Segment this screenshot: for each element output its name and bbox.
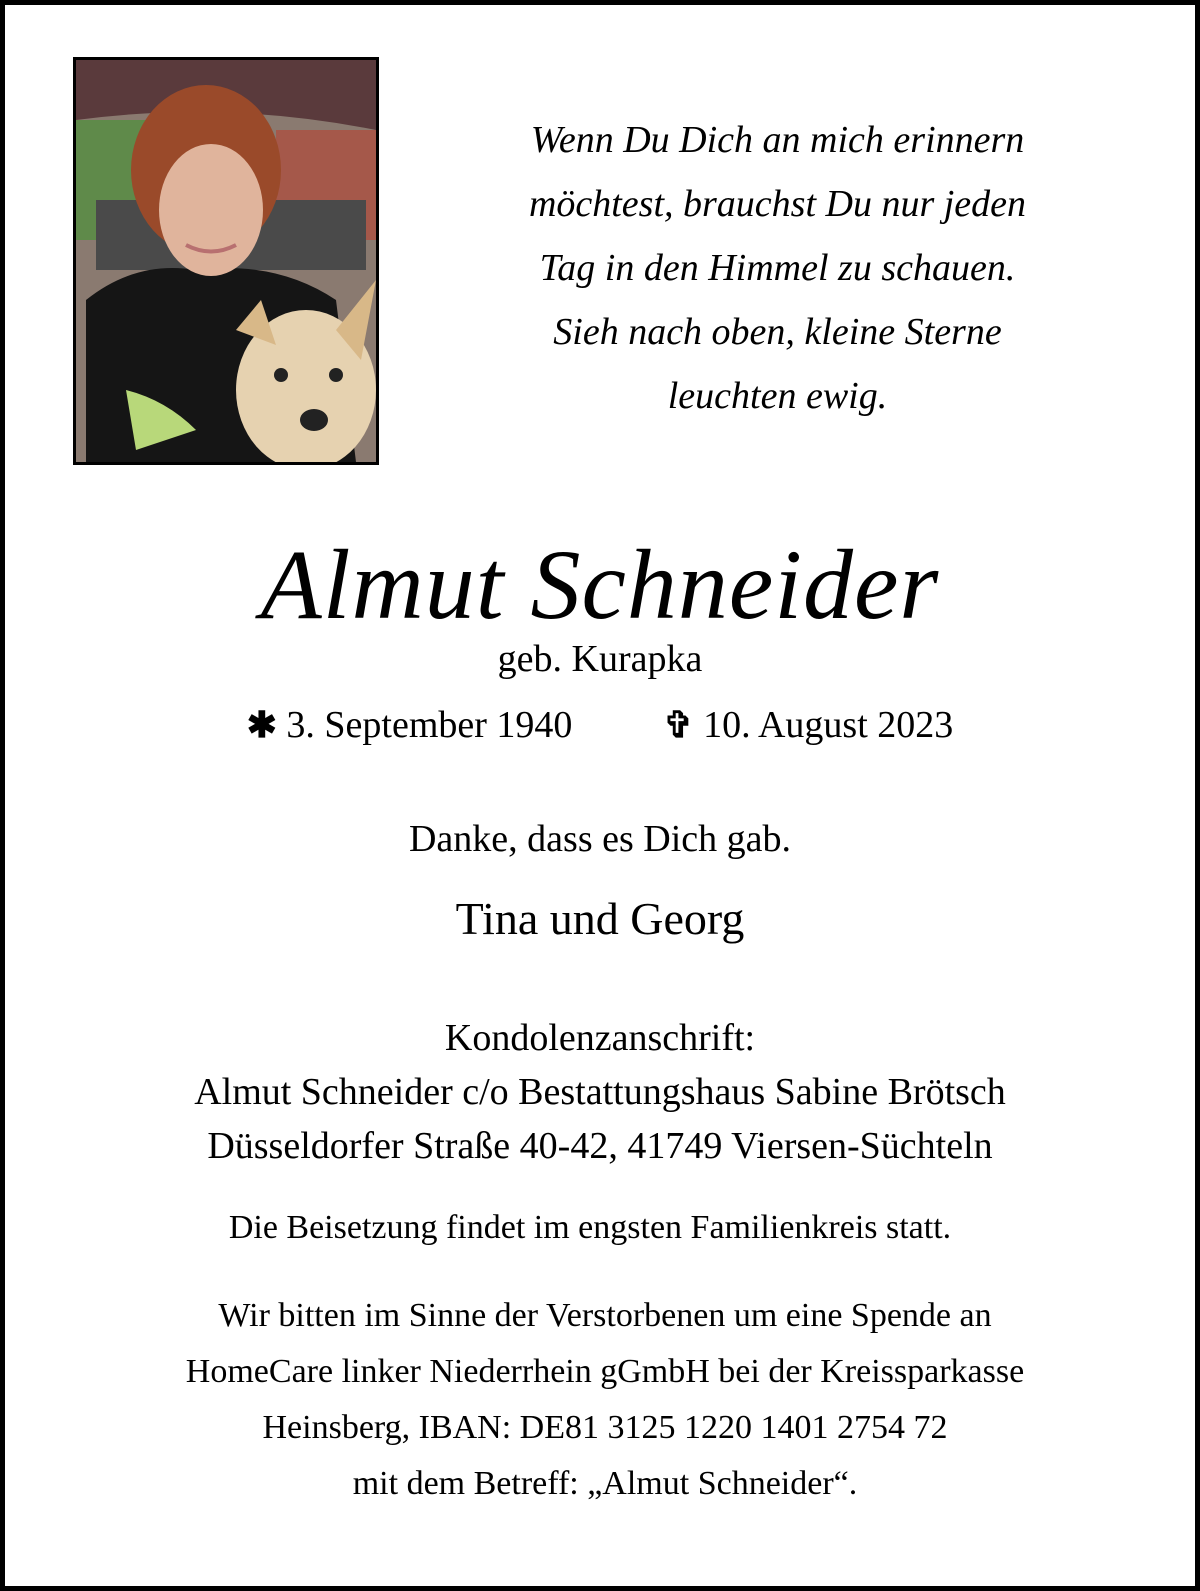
poem-line: Sieh nach oben, kleine Sterne: [553, 311, 1002, 353]
life-dates: [5, 699, 1195, 751]
condolence-heading: Kondolenzanschrift:: [444, 1017, 756, 1059]
condolence-line: Almut Schneider c/o Bestattungshaus Sabine Brötsch: [194, 1071, 1006, 1113]
donation-line: HomeCare linker Niederrhein gGmbH bei der Kreissparkasse: [185, 1353, 1025, 1390]
birth-date: 3. September 1940: [286, 704, 573, 746]
birth-name: geb. Kurapka: [497, 638, 703, 680]
poem: [445, 108, 1110, 428]
donation-line: Wir bitten im Sinne der Verstorbenen um eine Spende an: [218, 1297, 992, 1334]
portrait-photo-icon: [76, 60, 376, 462]
death-date: 10. August 2023: [703, 704, 954, 746]
donation-line: mit dem Betreff: „Almut Schneider“.: [352, 1465, 858, 1502]
death-cross-icon: ✞: [663, 705, 694, 745]
poem-line: Wenn Du Dich an mich erinnern: [530, 119, 1025, 161]
family-names: Tina und Georg: [455, 893, 745, 944]
thanks-line: Danke, dass es Dich gab.: [408, 818, 791, 860]
poem-line: Tag in den Himmel zu schauen.: [539, 247, 1016, 289]
donation-request: [5, 1288, 1200, 1512]
poem-line: möchtest, brauchst Du nur jeden: [528, 183, 1027, 225]
poem-line: leuchten ewig.: [667, 375, 888, 417]
portrait-photo: [73, 57, 379, 465]
burial-notice: Die Beisetzung findet im engsten Familienkreis statt.: [228, 1209, 952, 1246]
donation-line: Heinsberg, IBAN: DE81 3125 1220 1401 2754 72: [262, 1409, 948, 1446]
birth-star-icon: ✱: [246, 705, 277, 745]
condolence-address: [5, 1011, 1195, 1173]
condolence-line: Düsseldorfer Straße 40-42, 41749 Viersen-Süchteln: [207, 1125, 993, 1167]
deceased-name: Almut Schneider: [260, 529, 940, 640]
